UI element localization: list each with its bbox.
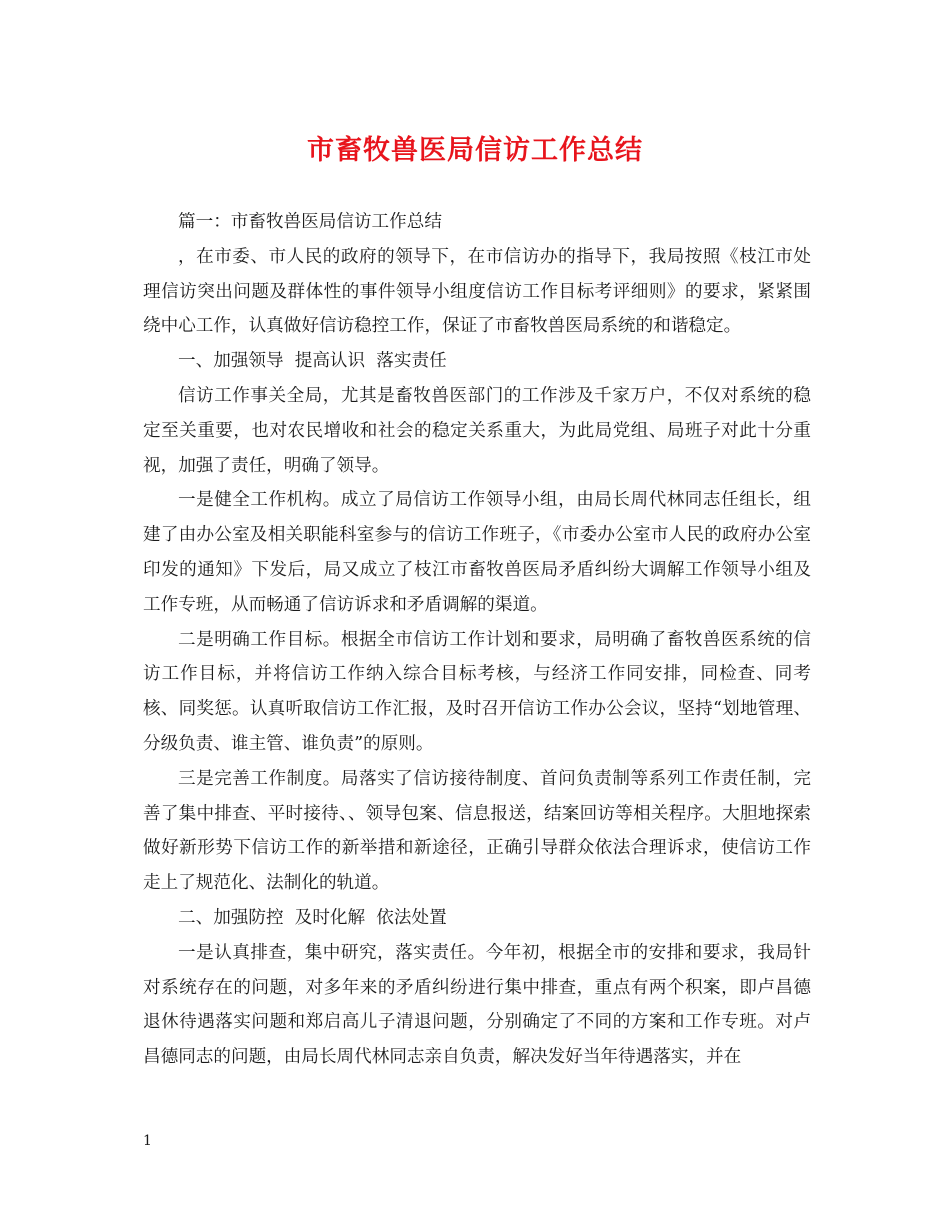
paragraph: ，在市委、市人民的政府的领导下，在市信访办的指导下，我局按照《枝江市处理信访突出问题及群体性的事件领导小组度信访工作目标考评细则》的要求，紧紧围绕中心工作，认真做好信访稳控工作，保证了市畜牧兽医局系统的和谐稳定。 [143, 246, 811, 337]
document-title: 市畜牧兽医局信访工作总结 [307, 135, 643, 166]
paragraph: 二是明确工作目标。根据全市信访工作计划和要求，局明确了畜牧兽医系统的信访工作目标，并将信访工作纳入综合目标考核，与经济工作同安排，同检查、同考核、同奖惩。认真听取信访工作汇报，及时召开信访工作办公会议，坚持“划地管理、分级负责、谁主管、谁负责”的原则。 [143, 629, 811, 754]
document-body [143, 205, 811, 1075]
paragraph: 信访工作事关全局，尤其是畜牧兽医部门的工作涉及千家万户，不仅对系统的稳定至关重要，也对农民增收和社会的稳定关系重大，为此局党组、局班子对此十分重视，加强了责任，明确了领导。 [143, 385, 811, 476]
section-heading: 一、加强领导 提高认识 落实责任 [178, 351, 447, 372]
paragraph: 三是完善工作制度。局落实了信访接待制度、首问负责制等系列工作责任制，完善了集中排查、平时接待、、领导包案、信息报送，结案回访等相关程序。大胆地探索做好新形势下信访工作的新举措和新途径，正确引导群众依法合理诉求，使信访工作走上了规范化、法制化的轨道。 [143, 768, 811, 894]
page-number: 1 [143, 1133, 152, 1149]
paragraph-heading: 篇一：市畜牧兽医局信访工作总结 [178, 212, 442, 232]
section-heading: 二、加强防控 及时化解 依法处置 [178, 907, 447, 928]
paragraph: 一是健全工作机构。成立了局信访工作领导小组，由局长周代林同志任组长，组建了由办公室及相关职能科室参与的信访工作班子，《市委办公室市人民的政府办公室印发的通知》下发后，局又成立了枝江市畜牧兽医局矛盾纠纷大调解工作领导小组及工作专班，从而畅通了信访诉求和矛盾调解的渠道。 [143, 490, 811, 615]
paragraph: 一是认真排查，集中研究，落实责任。今年初，根据全市的安排和要求，我局针对系统存在的问题，对多年来的矛盾纠纷进行集中排查，重点有两个积案，即卢昌德退休待遇落实问题和郑启高儿子清退问题，分别确定了不同的方案和工作专班。对卢昌德同志的问题，由局长周代林同志亲自负责，解决发好当年待遇落实，并在 [143, 942, 811, 1068]
